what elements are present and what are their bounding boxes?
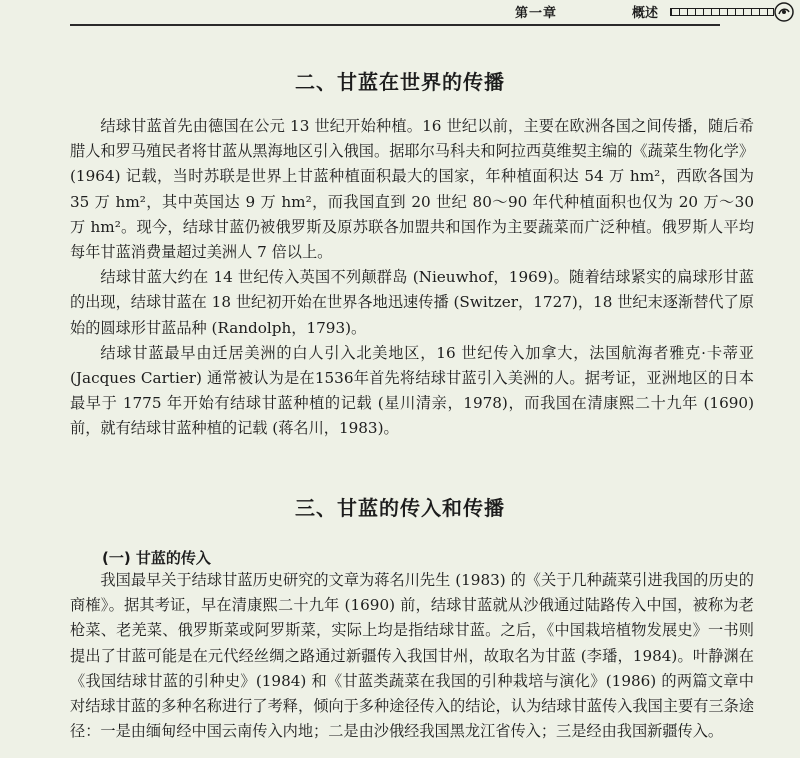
- section-3-paragraph-1: 我国最早关于结球甘蓝历史研究的文章为蒋名川先生 (1983) 的《关于几种蔬菜引进我国的历史的商榷》。据其考证，早在清康熙二十九年 (1690) 前，结球甘蓝就从沙俄通过陆路传入中国，被称为老枪菜、老羌菜、俄罗斯菜或阿罗斯菜，实际上均是指结球甘蓝。之后，《中国栽培植物发展史》一书则提出了甘蓝可能是在元代经丝绸之路通过新疆传入我国甘州，故取名为甘蓝 (李璠，1984)。叶静渊在《我国结球甘蓝的引种史》(1984) 和《甘蓝类蔬菜在我国的引种栽培与演化》(1986) 的两篇文章中对结球甘蓝的多种名称进行了考释，倾向于多种途径传入的结论，认为结球甘蓝传入我国主要有三条途径：一是由缅甸经中国云南传入内地；二是由沙俄经我国黑龙江省传入；三是经由我国新疆传入。: [70, 571, 754, 741]
- header-decoration-boxes: [670, 8, 774, 16]
- running-header: [70, 0, 720, 26]
- section-2-title: 二、甘蓝在世界的传播: [295, 70, 505, 94]
- section-2-paragraph-2: 结球甘蓝大约在 14 世纪传入英国不列颠群岛 (Nieuwhof，1969)。随着结球紧实的扁球形甘蓝的出现，结球甘蓝在 18 世纪初开始在世界各地迅速传播 (Switzer，1727)，18 世纪末逐渐替代了原始的圆球形甘蓝品种 (Randolph，1793)。: [70, 268, 754, 337]
- header-chapter: 第一章: [515, 6, 558, 21]
- section-2-body: [70, 114, 754, 442]
- header-section: 概述: [632, 6, 659, 21]
- subsection-title: (一) 甘蓝的传入: [102, 549, 211, 567]
- section-2-paragraph-1: 结球甘蓝首先由德国在公元 13 世纪开始种植。16 世纪以前，主要在欧洲各国之间传播，随后希腊人和罗马殖民者将甘蓝从黑海地区引入俄国。据耶尔马科夫和阿拉西莫维契主编的《蔬菜生物化学》(1964) 记载，当时苏联是世界上甘蓝种植面积最大的国家，年种植面积达 54 万 hm²，西欧各国为 35 万 hm²，其中英国达 9 万 hm²，而我国直到 20 世纪 80～90 年代种植面积也仅为 20 万～30 万 hm²。现今，结球甘蓝仍被俄罗斯及原苏联各加盟共和国作为主要蔬菜而广泛种植。俄罗斯人平均每年甘蓝消费量超过美洲人 7 倍以上。: [70, 117, 754, 262]
- header-ornament-icon: [772, 0, 796, 24]
- section-3-body: [70, 568, 754, 744]
- section-2-paragraph-3: 结球甘蓝最早由迁居美洲的白人引入北美地区，16 世纪传入加拿大，法国航海者雅克·卡蒂亚 (Jacques Cartier) 通常被认为是在1536年首先将结球甘蓝引入美洲的人。据考证，亚洲地区的日本最早于 1775 年开始有结球甘蓝种植的记载 (星川清亲，1978)，而我国在清康熙二十九年 (1690) 前，就有结球甘蓝种植的记载 (蒋名川，1983)。: [70, 343, 754, 438]
- section-3-title: 三、甘蓝的传入和传播: [295, 496, 505, 520]
